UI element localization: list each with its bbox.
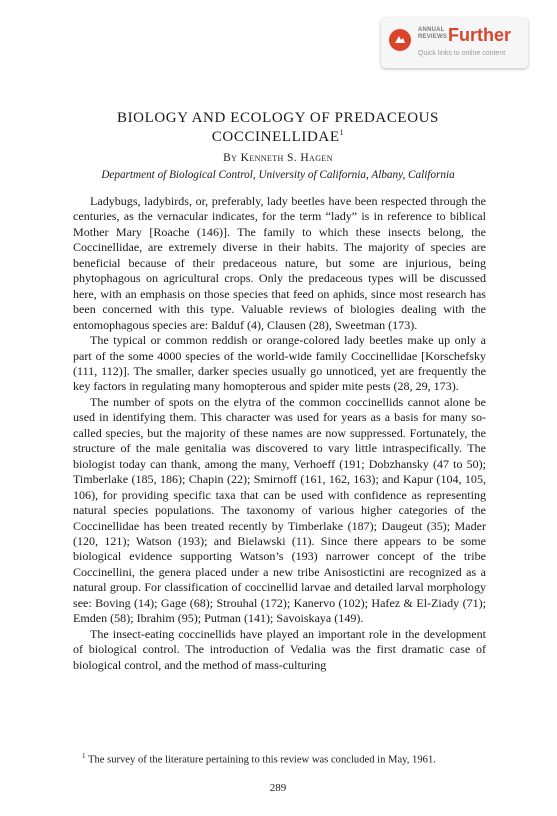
title-footnote-marker[interactable]: 1 [339,128,345,137]
affiliation-line: Department of Biological Control, University of California, Albany, California [101,169,455,181]
annual-reviews-wordmark: ANNUAL REVIEWS [418,27,448,40]
article-body [73,194,486,673]
author-line: By Kenneth S. Hagen [223,152,333,164]
further-links-badge[interactable] [381,18,528,68]
paragraph-1: Ladybugs, ladybirds, or, preferably, lady beetles have been respected through the centuries, as the vernacular indicates, for the term “lady” is in reference to biblical Mother Mary [Roache (146)]. The family to which these insects belong, the Coccinellidae, are extremely diverse in their habits. The majority of species are beneficial because of their predaceous nature, but some are injurious, being phytophagous on agricultural crops. Only the predaceous types will be discussed here, with an emphasis on those species that feed on aphids, since most research has been concerned with this type. Valuable reviews of biologies dealing with the entomophagous species are: Balduf (4), Clausen (28), Sweetman (173). [73,194,486,332]
paragraph-4: The insect-eating coccinellids have played an important role in the development of biological control. The introduction of Vedalia was the first dramatic case of biological control, and the method of mass-culturing [73,626,486,672]
further-label: Further [448,25,511,45]
annual-reviews-logo-icon [389,29,411,51]
footnote-text: The survey of the literature pertaining to this review was concluded in May, 1961. [87,754,436,766]
title-text: COCCINELLIDAE [211,129,340,145]
paragraph-3: The number of spots on the elytra of the common coccinellids cannot alone be used in identifying them. This character was used for years as a basis for many so-called species, but the majority of these names are now suppressed. Fortunately, the structure of the male genitalia was discovered to vary little intraspecifically. The biologist today can thank, among the many, Verhoeff (191; Dobzhansky (47 to 50); Timberlake (185, 186); Chapin (22); Smirnoff (161, 162, 163); and Kapur (104, 105, 106), for providing specific taxa that can be used with confidence as representing natural species populations. The taxonomy of various higher categories of the Coccinellidae has been treated recently by Timberlake (187); Daugeut (35); Mader (120, 121); Watson (193); and Bielawski (11). Since there appears to be some biological evidence supporting Watson’s (193) narrower concept of the tribe Coccinellini, the genera placed under a new tribe Anisostictini are recognized as a natural group. For classification of coccinellid larvae and detailed larval morphology see: Boving (14); Gage (68); Strouhal (172); Kanervo (102); Hafez & El-Ziady (71); Emden (58); Ibrahim (95); Putman (141); Savoiskaya (149). [73,394,486,626]
paragraph-2: The typical or common reddish or orange-colored lady beetles make up only a part of the some 4000 species of the world-wide family Coccinellidae [Korschefsky (111, 112)]. The smaller, darker species usually go unnoticed, yet are frequently the key factors in regulating many homopterous and spider mite pests (28, 29, 173). [73,333,486,394]
footnote-marker: 1 [82,752,86,760]
quick-links-tagline: Quick links to online content [418,50,506,57]
article-title-line-2 [60,125,496,145]
page-number: 289 [269,782,287,794]
article-title-line-1: BIOLOGY AND ECOLOGY OF PREDACEOUS [116,110,440,126]
footnote [73,749,486,768]
